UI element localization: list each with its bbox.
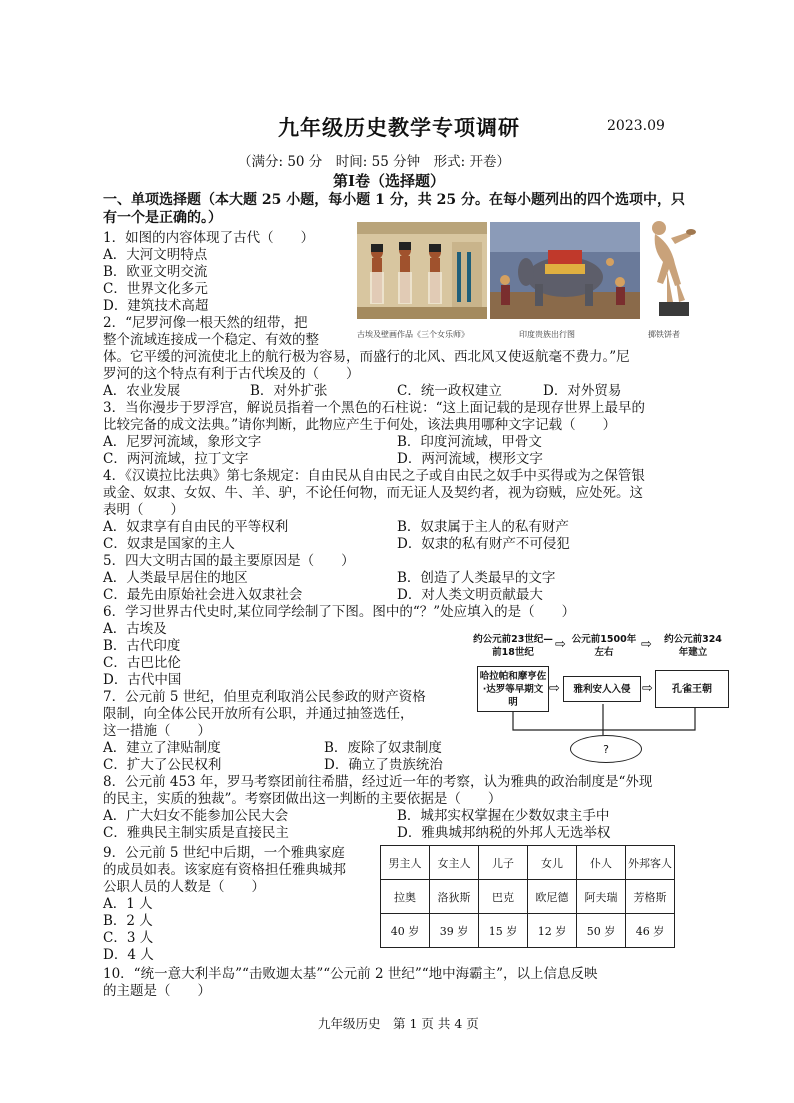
table-row: [381, 914, 675, 948]
q6-option-a: A．古埃及: [103, 621, 167, 637]
q5-option-d: D．对人类文明贡献最大: [397, 587, 543, 603]
q3-option-c: C．两河流域，拉丁文字: [103, 451, 249, 467]
table-cell: 50 岁: [577, 914, 626, 948]
diagram-question-ellipse: ?: [570, 735, 642, 763]
q9-line2: 的成员如表。该家庭有资格担任雅典城邦: [103, 862, 346, 878]
q7-option-b: B．废除了奴隶制度: [324, 740, 442, 756]
q7-line2: 限制，向全体公民开放所有公职，并通过抽签选任，: [103, 706, 414, 722]
table-cell: 40 岁: [381, 914, 430, 948]
table-cell: 阿夫瑞: [577, 880, 626, 914]
table-header-cell: 男主人: [381, 846, 430, 880]
q4-line3: 表明（ ）: [103, 502, 184, 518]
table-header-cell: 女儿: [528, 846, 577, 880]
table-cell: 巴克: [479, 880, 528, 914]
q1-option-b: B．欧亚文明交流: [103, 264, 208, 280]
q8-option-d: D．雅典城邦纳税的外邦人无选举权: [397, 825, 611, 841]
q5-option-b: B．创造了人类最早的文字: [397, 570, 556, 586]
q6-option-c: C．古巴比伦: [103, 655, 181, 671]
table-cell: 拉奥: [381, 880, 430, 914]
family-members-table: [380, 845, 675, 948]
q1-stem: 1．如图的内容体现了古代（ ）: [103, 230, 315, 246]
q9-option-a: A．1 人: [103, 896, 153, 912]
q4-option-c: C．奴隶是国家的主人: [103, 536, 235, 552]
exam-info: （满分: 50 分 时间: 55 分钟 形式: 开卷）: [238, 154, 510, 170]
q1-option-c: C．世界文化多元: [103, 281, 208, 297]
q5-option-c: C．最先由原始社会进入奴隶社会: [103, 587, 303, 603]
indian-noble-procession-image: [490, 222, 640, 319]
diagram-time-2: 公元前1500年左右: [571, 634, 637, 658]
table-header-cell: 儿子: [479, 846, 528, 880]
q4-option-d: D．奴隶的私有财产不可侵犯: [397, 536, 570, 552]
q10-line1: 10．“统一意大利半岛”“击败迦太基”“公元前 2 世纪”“地中海霸主”，以上信息反映: [103, 966, 598, 982]
q5-stem: 5．四大文明古国的最主要原因是（ ）: [103, 553, 355, 569]
q1-option-d: D．建筑技术高超: [103, 298, 209, 314]
diagram-time-1: 约公元前23世纪—前18世纪: [473, 634, 553, 658]
discobolus-statue-image: [645, 214, 697, 320]
q2-option-b: B．对外扩张: [250, 383, 328, 399]
table-cell: 46 岁: [626, 914, 675, 948]
q3-option-a: A．尼罗河流域，象形文字: [103, 434, 262, 450]
table-header-cell: 外邦客人: [626, 846, 675, 880]
diagram-box-harappa: 哈拉帕和摩亨佐·达罗等早期文明: [477, 666, 549, 712]
q2-option-c: C．统一政权建立: [397, 383, 502, 399]
q7-option-d: D．确立了贵族统治: [324, 757, 443, 773]
q2-option-a: A．农业发展: [103, 383, 181, 399]
table-cell: 15 岁: [479, 914, 528, 948]
table-header-cell: 仆人: [577, 846, 626, 880]
image-caption-2: 印度贵族出行图: [519, 330, 575, 339]
q4-option-a: A．奴隶享有自由民的平等权利: [103, 519, 289, 535]
q3-option-b: B．印度河流域，甲骨文: [397, 434, 542, 450]
q2-option-d: D．对外贸易: [543, 383, 622, 399]
diagram-arrow-icon: ⇨: [555, 637, 566, 652]
q7-option-c: C．扩大了公民权利: [103, 757, 222, 773]
section-title: 第Ⅰ卷（选择题）: [333, 172, 446, 190]
table-cell: 欧尼德: [528, 880, 577, 914]
egyptian-mural-image: [357, 222, 487, 319]
table-header-cell: 女主人: [430, 846, 479, 880]
q4-option-b: B．奴隶属于主人的私有财产: [397, 519, 569, 535]
q4-line2: 或金、奴隶、女奴、牛、羊、驴，不论任何物，而无证人及契约者，视为窃贼，应处死。这: [103, 485, 643, 501]
q7-option-a: A．建立了津贴制度: [103, 740, 221, 756]
q4-line1: 4．《汉谟拉比法典》第七条规定：自由民从自由民之子或自由民之奴手中买得或为之保管银: [103, 468, 645, 484]
image-caption-3: 掷铁饼者: [648, 330, 680, 339]
q9-option-d: D．4 人: [103, 947, 154, 963]
q3-line2: 比较完备的成文法典。”请你判断，此物应产生于何处，该法典用哪种文字记载（ ）: [103, 417, 617, 433]
q8-option-b: B．城邦实权掌握在少数奴隶主手中: [397, 808, 610, 824]
exam-title: 九年级历史教学专项调研: [278, 115, 520, 140]
q6-option-b: B．古代印度: [103, 638, 181, 654]
q2-line1: 2．“尼罗河像一根天然的纽带，把: [103, 315, 308, 331]
diagram-box-maurya: 孔雀王朝: [655, 670, 729, 708]
q8-option-a: A．广大妇女不能参加公民大会: [103, 808, 289, 824]
exam-date: 2023.09: [607, 118, 665, 134]
q8-line2: 的民主，实质的独裁”。考察团做出这一判断的主要依据是（ ）: [103, 791, 502, 807]
diagram-time-3: 约公元前324年建立: [662, 632, 724, 660]
q2-line2: 整个流域连接成一个稳定、有效的整: [103, 332, 319, 348]
q6-stem: 6．学习世界古代史时,某位同学绘制了下图。图中的“？”处应填入的是（ ）: [103, 604, 576, 620]
table-cell: 12 岁: [528, 914, 577, 948]
image-caption-1: 古埃及壁画作品《三个女乐师》: [357, 330, 469, 339]
instructions-line1: 一、单项选择题（本大题 25 小题，每小题 1 分，共 25 分。在每小题列出的四个选项中，只: [103, 192, 685, 208]
q2-line4: 罗河的这个特点有利于古代埃及的（ ）: [103, 366, 360, 382]
q6-option-d: D．古代中国: [103, 672, 182, 688]
q3-line1: 3．当你漫步于罗浮宫，解说员指着一个黑色的石柱说：“这上面记载的是现存世界上最早的: [103, 400, 645, 416]
q7-line1: 7．公元前 5 世纪，伯里克利取消公民参政的财产资格: [103, 689, 426, 705]
q8-option-c: C．雅典民主制实质是直接民主: [103, 825, 289, 841]
q9-line1: 9．公元前 5 世纪中后期，一个雅典家庭: [103, 845, 345, 861]
q10-line2: 的主题是（ ）: [103, 983, 211, 999]
diagram-box-aryan: 雅利安人入侵: [563, 676, 641, 702]
q9-option-c: C．3 人: [103, 930, 154, 946]
q3-option-d: D．两河流域，楔形文字: [397, 451, 543, 467]
q8-line1: 8．公元前 453 年，罗马考察团前往希腊，经过近一年的考察，认为雅典的政治制度是“外现: [103, 774, 653, 790]
q9-option-b: B．2 人: [103, 913, 153, 929]
page-footer: 九年级历史 第 1 页 共 4 页: [318, 1016, 479, 1031]
diagram-arrow-icon: ⇨: [549, 681, 560, 696]
table-cell: 洛狄斯: [430, 880, 479, 914]
instructions-line2: 有一个是正确的。）: [103, 210, 222, 226]
table-row: [381, 880, 675, 914]
table-row: [381, 846, 675, 880]
diagram-arrow-icon: ⇨: [641, 637, 652, 652]
table-cell: 39 岁: [430, 914, 479, 948]
q5-option-a: A．人类最早居住的地区: [103, 570, 248, 586]
q1-option-a: A．大河文明特点: [103, 247, 208, 263]
q2-line3: 体。它平缓的河流使北上的航行极为容易，而盛行的北风、西北风又使返航毫不费力。”尼: [103, 349, 630, 365]
q9-line3: 公职人员的人数是（ ）: [103, 879, 265, 895]
q7-line3: 这一措施（ ）: [103, 723, 211, 739]
diagram-arrow-icon: ⇨: [642, 681, 653, 696]
table-cell: 芳格斯: [626, 880, 675, 914]
